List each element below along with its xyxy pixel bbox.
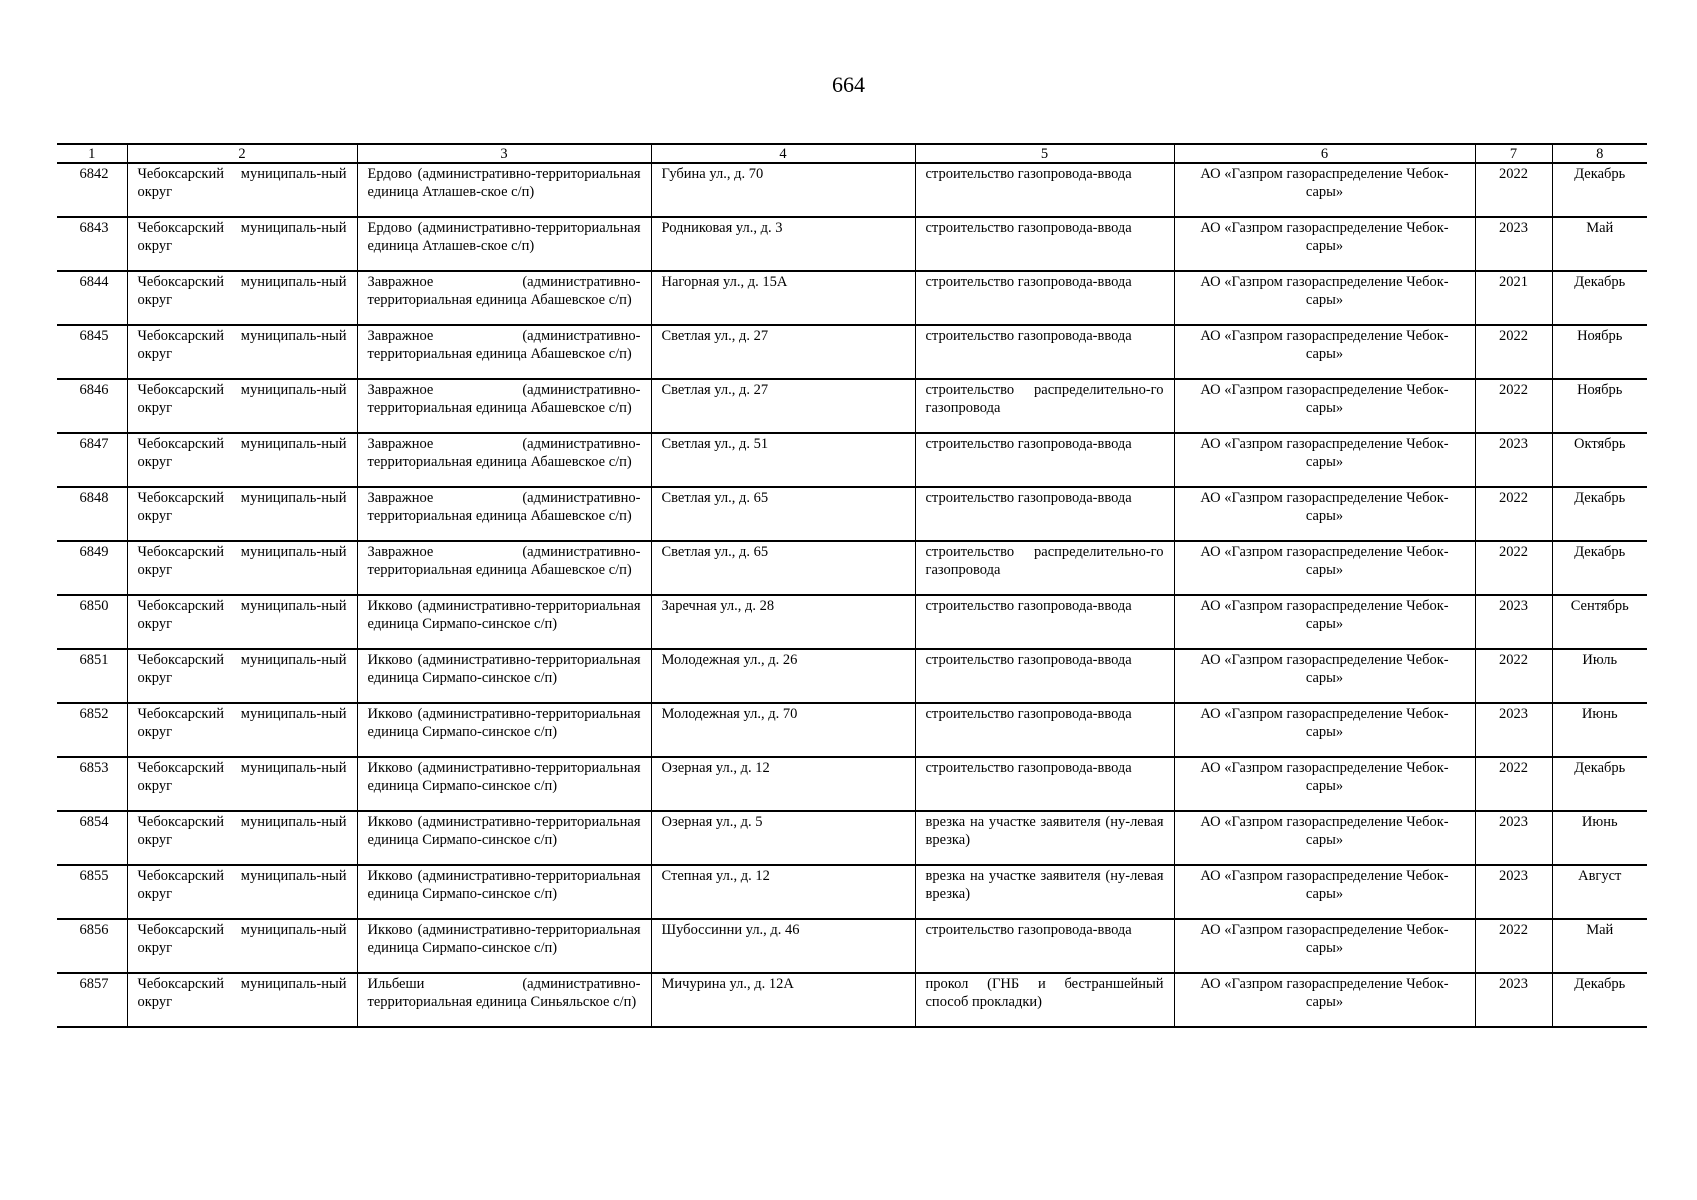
district-cell: Чебоксарский муниципаль-ный округ <box>127 865 357 919</box>
month-cell: Декабрь <box>1552 757 1647 811</box>
work-type-cell: врезка на участке заявителя (ну-левая врезка) <box>915 865 1174 919</box>
settlement-cell: Икково (административно-территориальная единица Сирмапо-синское с/п) <box>357 757 651 811</box>
work-type-cell: строительство газопровода-ввода <box>915 325 1174 379</box>
organization-cell: АО «Газпром газораспределение Чебок-сары» <box>1174 487 1475 541</box>
year-cell: 2022 <box>1475 379 1552 433</box>
address-cell: Молодежная ул., д. 26 <box>651 649 915 703</box>
address-cell: Нагорная ул., д. 15А <box>651 271 915 325</box>
address-cell: Молодежная ул., д. 70 <box>651 703 915 757</box>
work-type-cell: прокол (ГНБ и бестраншейный способ прокладки) <box>915 973 1174 1027</box>
organization-cell: АО «Газпром газораспределение Чебок-сары» <box>1174 865 1475 919</box>
organization-cell: АО «Газпром газораспределение Чебок-сары» <box>1174 919 1475 973</box>
settlement-cell: Завражное (административно-территориальная единица Абашевское с/п) <box>357 271 651 325</box>
row-number: 6849 <box>57 541 127 595</box>
table-row <box>57 433 1647 487</box>
district-cell: Чебоксарский муниципаль-ный округ <box>127 703 357 757</box>
address-cell: Светлая ул., д. 27 <box>651 325 915 379</box>
row-number: 6846 <box>57 379 127 433</box>
row-number: 6843 <box>57 217 127 271</box>
address-cell: Шубоссинни ул., д. 46 <box>651 919 915 973</box>
work-type-cell: строительство газопровода-ввода <box>915 649 1174 703</box>
row-number: 6848 <box>57 487 127 541</box>
district-cell: Чебоксарский муниципаль-ный округ <box>127 379 357 433</box>
address-cell: Степная ул., д. 12 <box>651 865 915 919</box>
table-row <box>57 811 1647 865</box>
organization-cell: АО «Газпром газораспределение Чебок-сары» <box>1174 703 1475 757</box>
settlement-cell: Икково (административно-территориальная единица Сирмапо-синское с/п) <box>357 865 651 919</box>
table-row <box>57 973 1647 1027</box>
month-cell: Декабрь <box>1552 271 1647 325</box>
address-cell: Светлая ул., д. 51 <box>651 433 915 487</box>
column-header-6: 6 <box>1174 144 1475 163</box>
month-cell: Ноябрь <box>1552 379 1647 433</box>
table-row <box>57 541 1647 595</box>
data-table <box>57 143 1647 1028</box>
row-number: 6856 <box>57 919 127 973</box>
settlement-cell: Завражное (административно-территориальная единица Абашевское с/п) <box>357 379 651 433</box>
work-type-cell: строительство газопровода-ввода <box>915 217 1174 271</box>
year-cell: 2022 <box>1475 757 1552 811</box>
address-cell: Родниковая ул., д. 3 <box>651 217 915 271</box>
table-row <box>57 595 1647 649</box>
organization-cell: АО «Газпром газораспределение Чебок-сары» <box>1174 757 1475 811</box>
year-cell: 2023 <box>1475 973 1552 1027</box>
district-cell: Чебоксарский муниципаль-ный округ <box>127 919 357 973</box>
row-number: 6852 <box>57 703 127 757</box>
organization-cell: АО «Газпром газораспределение Чебок-сары» <box>1174 811 1475 865</box>
work-type-cell: строительство распределительно-го газопровода <box>915 379 1174 433</box>
month-cell: Июнь <box>1552 703 1647 757</box>
table-row <box>57 757 1647 811</box>
address-cell: Мичурина ул., д. 12А <box>651 973 915 1027</box>
table-body <box>57 163 1647 1027</box>
month-cell: Август <box>1552 865 1647 919</box>
column-header-8: 8 <box>1552 144 1647 163</box>
organization-cell: АО «Газпром газораспределение Чебок-сары» <box>1174 433 1475 487</box>
organization-cell: АО «Газпром газораспределение Чебок-сары» <box>1174 595 1475 649</box>
table-row <box>57 163 1647 217</box>
year-cell: 2023 <box>1475 217 1552 271</box>
work-type-cell: строительство распределительно-го газопровода <box>915 541 1174 595</box>
row-number: 6850 <box>57 595 127 649</box>
settlement-cell: Завражное (административно-территориальная единица Абашевское с/п) <box>357 541 651 595</box>
settlement-cell: Ердово (административно-территориальная единица Атлашев-ское с/п) <box>357 217 651 271</box>
year-cell: 2023 <box>1475 811 1552 865</box>
organization-cell: АО «Газпром газораспределение Чебок-сары» <box>1174 649 1475 703</box>
address-cell: Светлая ул., д. 65 <box>651 541 915 595</box>
address-cell: Губина ул., д. 70 <box>651 163 915 217</box>
work-type-cell: врезка на участке заявителя (ну-левая врезка) <box>915 811 1174 865</box>
organization-cell: АО «Газпром газораспределение Чебок-сары» <box>1174 163 1475 217</box>
table-row <box>57 379 1647 433</box>
district-cell: Чебоксарский муниципаль-ный округ <box>127 757 357 811</box>
year-cell: 2022 <box>1475 541 1552 595</box>
settlement-cell: Икково (административно-территориальная единица Сирмапо-синское с/п) <box>357 649 651 703</box>
district-cell: Чебоксарский муниципаль-ный округ <box>127 217 357 271</box>
district-cell: Чебоксарский муниципаль-ный округ <box>127 325 357 379</box>
column-header-7: 7 <box>1475 144 1552 163</box>
district-cell: Чебоксарский муниципаль-ный округ <box>127 811 357 865</box>
row-number: 6844 <box>57 271 127 325</box>
row-number: 6854 <box>57 811 127 865</box>
settlement-cell: Икково (административно-территориальная единица Сирмапо-синское с/п) <box>357 811 651 865</box>
work-type-cell: строительство газопровода-ввода <box>915 595 1174 649</box>
month-cell: Сентябрь <box>1552 595 1647 649</box>
work-type-cell: строительство газопровода-ввода <box>915 703 1174 757</box>
organization-cell: АО «Газпром газораспределение Чебок-сары» <box>1174 541 1475 595</box>
year-cell: 2022 <box>1475 649 1552 703</box>
table-row <box>57 919 1647 973</box>
address-cell: Озерная ул., д. 12 <box>651 757 915 811</box>
year-cell: 2022 <box>1475 325 1552 379</box>
organization-cell: АО «Газпром газораспределение Чебок-сары» <box>1174 325 1475 379</box>
year-cell: 2021 <box>1475 271 1552 325</box>
year-cell: 2023 <box>1475 595 1552 649</box>
address-cell: Заречная ул., д. 28 <box>651 595 915 649</box>
month-cell: Декабрь <box>1552 487 1647 541</box>
year-cell: 2022 <box>1475 487 1552 541</box>
district-cell: Чебоксарский муниципаль-ный округ <box>127 433 357 487</box>
month-cell: Ноябрь <box>1552 325 1647 379</box>
year-cell: 2022 <box>1475 919 1552 973</box>
district-cell: Чебоксарский муниципаль-ный округ <box>127 973 357 1027</box>
settlement-cell: Икково (административно-территориальная единица Сирмапо-синское с/п) <box>357 919 651 973</box>
district-cell: Чебоксарский муниципаль-ный округ <box>127 271 357 325</box>
table-row <box>57 703 1647 757</box>
work-type-cell: строительство газопровода-ввода <box>915 163 1174 217</box>
district-cell: Чебоксарский муниципаль-ный округ <box>127 595 357 649</box>
column-header-5: 5 <box>915 144 1174 163</box>
address-cell: Светлая ул., д. 27 <box>651 379 915 433</box>
month-cell: Июнь <box>1552 811 1647 865</box>
work-type-cell: строительство газопровода-ввода <box>915 271 1174 325</box>
column-header-4: 4 <box>651 144 915 163</box>
year-cell: 2023 <box>1475 865 1552 919</box>
table-row <box>57 271 1647 325</box>
month-cell: Июль <box>1552 649 1647 703</box>
row-number: 6845 <box>57 325 127 379</box>
address-cell: Светлая ул., д. 65 <box>651 487 915 541</box>
row-number: 6853 <box>57 757 127 811</box>
row-number: 6842 <box>57 163 127 217</box>
row-number: 6847 <box>57 433 127 487</box>
column-header-1: 1 <box>57 144 127 163</box>
work-type-cell: строительство газопровода-ввода <box>915 757 1174 811</box>
table-row <box>57 487 1647 541</box>
month-cell: Октябрь <box>1552 433 1647 487</box>
row-number: 6855 <box>57 865 127 919</box>
district-cell: Чебоксарский муниципаль-ный округ <box>127 541 357 595</box>
month-cell: Декабрь <box>1552 163 1647 217</box>
settlement-cell: Икково (административно-территориальная единица Сирмапо-синское с/п) <box>357 703 651 757</box>
year-cell: 2023 <box>1475 703 1552 757</box>
organization-cell: АО «Газпром газораспределение Чебок-сары» <box>1174 973 1475 1027</box>
year-cell: 2023 <box>1475 433 1552 487</box>
month-cell: Декабрь <box>1552 541 1647 595</box>
work-type-cell: строительство газопровода-ввода <box>915 433 1174 487</box>
row-number: 6851 <box>57 649 127 703</box>
month-cell: Май <box>1552 217 1647 271</box>
settlement-cell: Ильбеши (административно-территориальная единица Синьяльское с/п) <box>357 973 651 1027</box>
organization-cell: АО «Газпром газораспределение Чебок-сары» <box>1174 217 1475 271</box>
year-cell: 2022 <box>1475 163 1552 217</box>
page-number: 664 <box>832 72 865 97</box>
district-cell: Чебоксарский муниципаль-ный округ <box>127 487 357 541</box>
settlement-cell: Завражное (административно-территориальная единица Абашевское с/п) <box>357 433 651 487</box>
column-header-3: 3 <box>357 144 651 163</box>
table-row <box>57 865 1647 919</box>
work-type-cell: строительство газопровода-ввода <box>915 919 1174 973</box>
table-row <box>57 649 1647 703</box>
settlement-cell: Ердово (административно-территориальная единица Атлашев-ское с/п) <box>357 163 651 217</box>
organization-cell: АО «Газпром газораспределение Чебок-сары» <box>1174 379 1475 433</box>
address-cell: Озерная ул., д. 5 <box>651 811 915 865</box>
row-number: 6857 <box>57 973 127 1027</box>
table-row <box>57 325 1647 379</box>
organization-cell: АО «Газпром газораспределение Чебок-сары» <box>1174 271 1475 325</box>
district-cell: Чебоксарский муниципаль-ный округ <box>127 163 357 217</box>
month-cell: Май <box>1552 919 1647 973</box>
settlement-cell: Завражное (административно-территориальная единица Абашевское с/п) <box>357 325 651 379</box>
settlement-cell: Завражное (административно-территориальная единица Абашевское с/п) <box>357 487 651 541</box>
header-row <box>57 144 1647 163</box>
column-header-2: 2 <box>127 144 357 163</box>
work-type-cell: строительство газопровода-ввода <box>915 487 1174 541</box>
table-row <box>57 217 1647 271</box>
month-cell: Декабрь <box>1552 973 1647 1027</box>
settlement-cell: Икково (административно-территориальная единица Сирмапо-синское с/п) <box>357 595 651 649</box>
district-cell: Чебоксарский муниципаль-ный округ <box>127 649 357 703</box>
